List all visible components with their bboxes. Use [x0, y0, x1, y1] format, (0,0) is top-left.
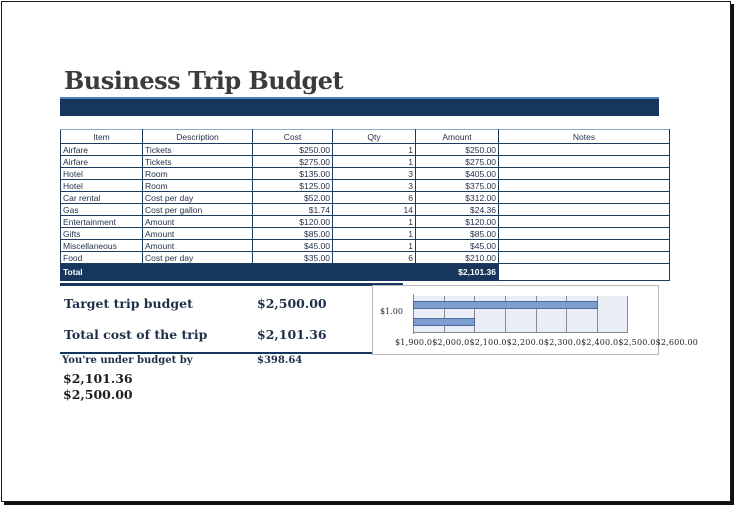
total-cost-repeat: $2,101.36 — [63, 371, 133, 386]
amount-cell[interactable]: $24.36 — [416, 204, 499, 216]
amount-cell[interactable]: $312.00 — [416, 192, 499, 204]
total-row — [61, 264, 670, 281]
cost-cell[interactable]: $45.00 — [253, 240, 333, 252]
total-spacer — [253, 264, 333, 281]
description-cell[interactable]: Room — [143, 168, 253, 180]
description-cell[interactable]: Amount — [143, 216, 253, 228]
table-row — [61, 156, 670, 168]
cost-cell[interactable]: $250.00 — [253, 144, 333, 156]
item-cell[interactable]: Airfare — [61, 156, 143, 168]
item-cell[interactable]: Hotel — [61, 168, 143, 180]
table-header-row — [61, 130, 670, 144]
notes-cell[interactable] — [499, 192, 670, 204]
description-cell[interactable]: Tickets — [143, 144, 253, 156]
total-amount: $2,101.36 — [416, 264, 499, 281]
notes-cell[interactable] — [499, 204, 670, 216]
title-band — [60, 97, 659, 116]
total-spacer — [143, 264, 253, 281]
qty-cell[interactable]: 6 — [333, 192, 416, 204]
table-row — [61, 252, 670, 264]
notes-cell[interactable] — [499, 156, 670, 168]
amount-cell[interactable]: $85.00 — [416, 228, 499, 240]
column-header-qty[interactable]: Qty — [333, 130, 416, 144]
notes-cell[interactable] — [499, 216, 670, 228]
qty-cell[interactable]: 1 — [333, 156, 416, 168]
cost-cell[interactable]: $1.74 — [253, 204, 333, 216]
cost-cell[interactable]: $52.00 — [253, 192, 333, 204]
item-cell[interactable]: Airfare — [61, 144, 143, 156]
cost-cell[interactable]: $120.00 — [253, 216, 333, 228]
item-cell[interactable]: Gas — [61, 204, 143, 216]
bar-total-cost[interactable] — [413, 318, 475, 326]
qty-cell[interactable]: 1 — [333, 216, 416, 228]
notes-cell[interactable] — [499, 228, 670, 240]
notes-cell[interactable] — [499, 168, 670, 180]
amount-cell[interactable]: $405.00 — [416, 168, 499, 180]
amount-cell[interactable]: $375.00 — [416, 180, 499, 192]
column-header-cost[interactable]: Cost — [253, 130, 333, 144]
summary-block — [60, 283, 403, 354]
qty-cell[interactable]: 1 — [333, 228, 416, 240]
table-row — [61, 216, 670, 228]
y-axis — [413, 294, 414, 334]
total-label: Total — [61, 264, 143, 281]
description-cell[interactable]: Room — [143, 180, 253, 192]
table-row — [61, 192, 670, 204]
bar-target-budget[interactable] — [413, 301, 598, 309]
target-budget-value[interactable]: $2,500.00 — [257, 296, 327, 311]
table-row — [61, 144, 670, 156]
amount-cell[interactable]: $275.00 — [416, 156, 499, 168]
table-row — [61, 228, 670, 240]
table-row — [61, 204, 670, 216]
amount-cell[interactable]: $250.00 — [416, 144, 499, 156]
x-tick-labels: $1,900.0$2,000.0$2,100.0$2,200.0$2,300.0$2,400.0$2,500.0$2,600.00 — [395, 338, 699, 347]
description-cell[interactable]: Cost per gallon — [143, 204, 253, 216]
item-cell[interactable]: Hotel — [61, 180, 143, 192]
table-row — [61, 240, 670, 252]
qty-cell[interactable]: 3 — [333, 180, 416, 192]
cost-cell[interactable]: $135.00 — [253, 168, 333, 180]
description-cell[interactable]: Tickets — [143, 156, 253, 168]
gridline — [627, 296, 628, 332]
table-row — [61, 168, 670, 180]
target-budget-label: Target trip budget — [64, 296, 193, 311]
notes-cell[interactable] — [499, 144, 670, 156]
item-cell[interactable]: Gifts — [61, 228, 143, 240]
description-cell[interactable]: Cost per day — [143, 252, 253, 264]
description-cell[interactable]: Cost per day — [143, 192, 253, 204]
total-cost-label: Total cost of the trip — [64, 327, 208, 342]
cost-cell[interactable]: $85.00 — [253, 228, 333, 240]
qty-cell[interactable]: 6 — [333, 252, 416, 264]
notes-cell[interactable] — [499, 240, 670, 252]
item-cell[interactable]: Food — [61, 252, 143, 264]
total-notes-cell[interactable] — [499, 264, 670, 281]
description-cell[interactable]: Amount — [143, 240, 253, 252]
amount-cell[interactable]: $45.00 — [416, 240, 499, 252]
target-budget-repeat: $2,500.00 — [63, 387, 133, 402]
qty-cell[interactable]: 14 — [333, 204, 416, 216]
notes-cell[interactable] — [499, 252, 670, 264]
cost-cell[interactable]: $275.00 — [253, 156, 333, 168]
under-budget-value: $398.64 — [257, 355, 303, 366]
column-header-item[interactable]: Item — [61, 130, 143, 144]
description-cell[interactable]: Amount — [143, 228, 253, 240]
qty-cell[interactable]: 1 — [333, 144, 416, 156]
cost-cell[interactable]: $125.00 — [253, 180, 333, 192]
column-header-description[interactable]: Description — [143, 130, 253, 144]
qty-cell[interactable]: 1 — [333, 240, 416, 252]
budget-table — [60, 129, 670, 281]
column-header-notes[interactable]: Notes — [499, 130, 670, 144]
qty-cell[interactable]: 3 — [333, 168, 416, 180]
budget-chart[interactable] — [372, 285, 699, 355]
column-header-amount[interactable]: Amount — [416, 130, 499, 144]
amount-cell[interactable]: $120.00 — [416, 216, 499, 228]
item-cell[interactable]: Entertainment — [61, 216, 143, 228]
page-title: Business Trip Budget — [64, 66, 344, 95]
x-axis — [413, 332, 628, 333]
y-tick-label: $1.00 — [380, 307, 403, 316]
item-cell[interactable]: Car rental — [61, 192, 143, 204]
total-cost-value: $2,101.36 — [257, 327, 327, 342]
notes-cell[interactable] — [499, 180, 670, 192]
total-spacer — [333, 264, 416, 281]
cost-cell[interactable]: $35.00 — [253, 252, 333, 264]
amount-cell[interactable]: $210.00 — [416, 252, 499, 264]
item-cell[interactable]: Miscellaneous — [61, 240, 143, 252]
under-budget-label: You're under budget by — [62, 355, 193, 366]
table-row — [61, 180, 670, 192]
